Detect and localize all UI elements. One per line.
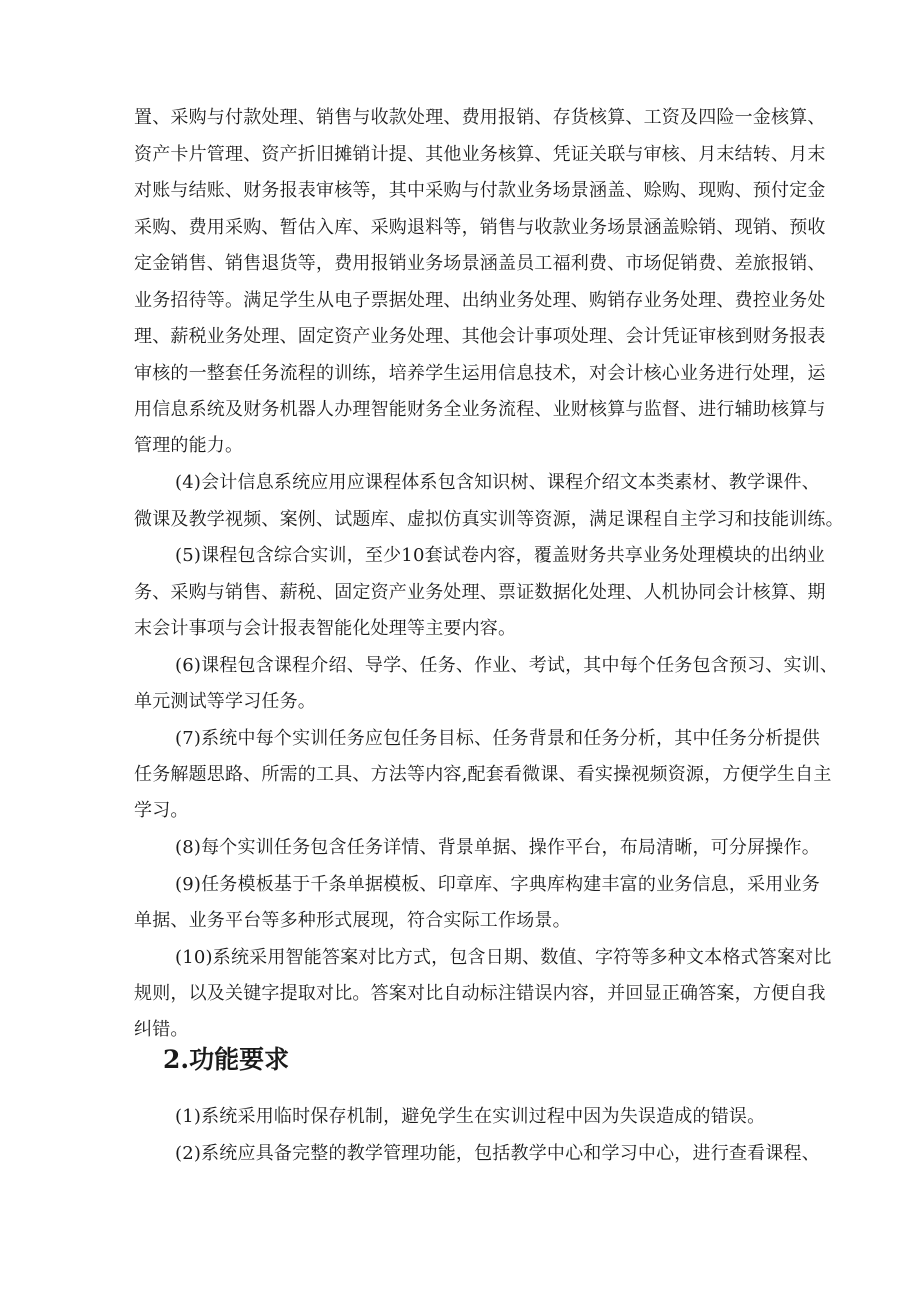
text-line: 业务招待等。满足学生从电子票据处理、出纳业务处理、购销存业务处理、费控业务处 — [134, 290, 826, 311]
text-line: (4)会计信息系统应用应课程体系包含知识树、课程介绍文本类素材、教学课件、 — [175, 472, 820, 493]
text-line: (10)系统采用智能答案对比方式，包含日期、数值、字符等多种文本格式答案对比 — [175, 947, 832, 968]
text-line: 资产卡片管理、资产折旧摊销计提、其他业务核算、凭证关联与审核、月末结转、月末 — [134, 144, 826, 165]
text-line: 微课及教学视频、案例、试题库、虚拟仿真实训等资源，满足课程自主学习和技能训练。 — [134, 509, 844, 530]
text-line: 任务解题思路、所需的工具、方法等内容,配套看微课、看实操视频资源，方便学生自主 — [134, 764, 832, 785]
text-line: 采购、费用采购、暂估入库、采购退料等，销售与收款业务场景涵盖赊销、现销、预收 — [134, 217, 826, 238]
text-line: 规则，以及关键字提取对比。答案对比自动标注错误内容，并回显正确答案，方便自我 — [134, 983, 826, 1004]
text-line: (7)系统中每个实训任务应包任务目标、任务背景和任务分析，其中任务分析提供 — [175, 728, 820, 749]
text-line: (5)课程包含综合实训，至少10套试卷内容，覆盖财务共享业务处理模块的出纳业 — [175, 545, 825, 566]
text-line: (8)每个实训任务包含任务详情、背景单据、操作平台，布局清晰，可分屏操作。 — [175, 837, 820, 858]
text-line: 定金销售、销售退货等，费用报销业务场景涵盖员工福利费、市场促销费、差旅报销、 — [134, 253, 826, 274]
section-heading: 2.功能要求 — [163, 1045, 290, 1074]
text-line: 理、薪税业务处理、固定资产业务处理、其他会计事项处理、会计凭证审核到财务报表 — [134, 326, 826, 347]
text-line: 审核的一整套任务流程的训练，培养学生运用信息技术，对会计核心业务进行处理，运 — [134, 363, 826, 384]
text-line: 置、采购与付款处理、销售与收款处理、费用报销、存货核算、工资及四险一金核算、 — [134, 107, 826, 128]
text-line: 用信息系统及财务机器人办理智能财务全业务流程、业财核算与监督、进行辅助核算与 — [134, 399, 826, 420]
text-line: (2)系统应具备完整的教学管理功能，包括教学中心和学习中心，进行查看课程、 — [175, 1143, 820, 1164]
text-line: (6)课程包含课程介绍、导学、任务、作业、考试，其中每个任务包含预习、实训、 — [175, 655, 839, 676]
text-line: (9)任务模板基于千条单据模板、印章库、字典库构建丰富的业务信息，采用业务 — [175, 874, 820, 895]
text-line: 对账与结账、财务报表审核等，其中采购与付款业务场景涵盖、赊购、现购、预付定金 — [134, 180, 826, 201]
text-line: (1)系统采用临时保存机制，避免学生在实训过程中因为失误造成的错误。 — [175, 1106, 766, 1127]
text-line: 学习。 — [134, 800, 189, 821]
text-line: 单据、业务平台等多种形式展现，符合实际工作场景。 — [134, 910, 571, 931]
text-line: 管理的能力。 — [134, 435, 244, 456]
text-line: 末会计事项与会计报表智能化处理等主要内容。 — [134, 618, 517, 639]
text-line: 务、采购与销售、薪税、固定资产业务处理、票证数据化处理、人机协同会计核算、期 — [134, 582, 826, 603]
text-line: 单元测试等学习任务。 — [134, 691, 316, 712]
text-line: 纠错。 — [134, 1019, 189, 1040]
